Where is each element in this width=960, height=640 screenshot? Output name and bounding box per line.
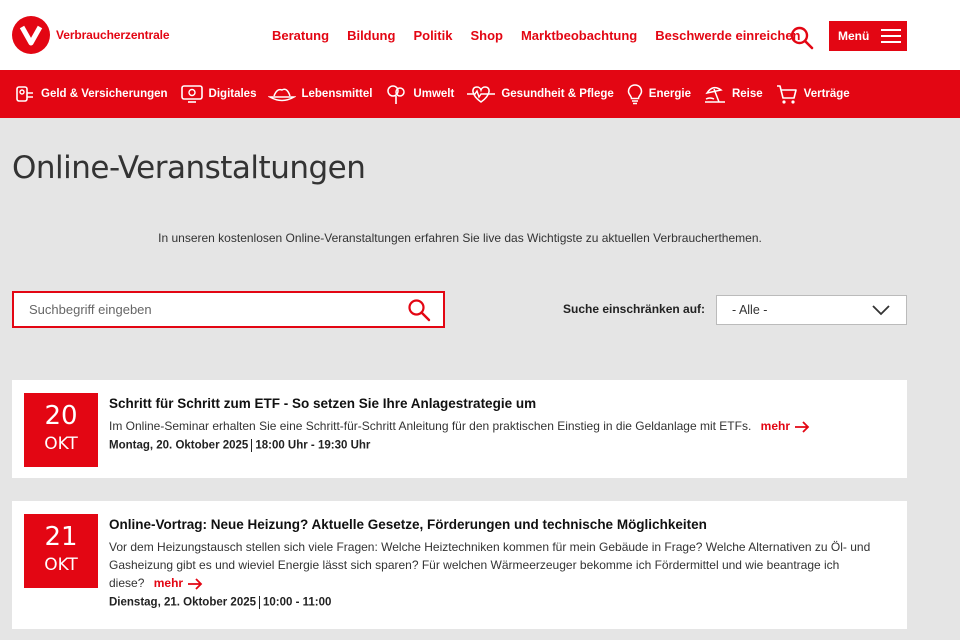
money-icon [14,84,36,104]
category-digitales[interactable] [180,84,257,104]
top-navigation [272,28,819,43]
event-datetime [109,596,877,609]
nav-bildung[interactable]: Bildung [347,28,396,43]
category-label: Reise [731,88,763,100]
event-time: 10:00 - 11:00 [263,596,332,609]
filter-label: Suche einschränken auf: [563,302,706,316]
event-date: Dienstag, 21. Oktober 2025 [109,596,257,609]
beach-icon [703,83,727,105]
event-time: 18:00 Uhr - 19:30 Uhr [255,439,371,452]
page-title: Online-Veranstaltungen [12,150,366,186]
hamburger-icon [881,29,901,43]
event-day: 21 [44,522,78,552]
filter-select[interactable] [716,295,907,325]
event-description [109,538,877,592]
event-month: OKT [44,555,78,575]
logo-mark-icon [12,16,50,54]
arrow-right-icon [794,421,810,433]
event-date-badge [24,393,98,467]
event-datetime [109,439,877,452]
page-intro: In unseren kostenlosen Online-Veranstaltungen erfahren Sie live das Wichtigste zu aktuellen Verbraucherthemen. [158,231,762,245]
category-energie[interactable] [626,83,691,105]
more-label: mehr [153,576,184,590]
brand-name: Verbraucherzentrale [56,28,170,42]
event-description [109,417,877,435]
category-lebensmittel[interactable] [268,84,372,104]
tree-icon [384,83,408,105]
event-date: Montag, 20. Oktober 2025 [109,439,249,452]
cart-icon [775,83,799,105]
category-umwelt[interactable] [384,83,454,105]
separator [251,439,252,452]
event-title[interactable]: Schritt für Schritt zum ETF - So setzen Sie Ihre Anlagestrategie um [109,396,537,411]
category-bar [0,70,960,118]
menu-label: Menü [838,29,870,43]
category-label: Geld & Versicherungen [41,88,168,100]
event-content [109,517,877,609]
menu-button[interactable] [829,21,907,51]
site-header [0,0,960,70]
category-gesundheit[interactable] [466,84,613,104]
event-card [12,501,907,629]
lightbulb-icon [626,83,644,105]
category-vertraege[interactable] [775,83,850,105]
brand-logo[interactable] [12,16,170,54]
heart-icon [466,84,496,104]
category-label: Gesundheit & Pflege [501,88,614,100]
nav-shop[interactable]: Shop [470,28,503,43]
event-month: OKT [44,434,78,454]
event-card [12,380,907,478]
event-description-text: Vor dem Heizungstausch stellen sich viele Fragen: Welche Heiztechniken kommen für mein Gebäude in Frage? Welche Alternativen zu Öl- und Gasheizung gibt es und wieviel Energie lässt sich sparen? Für welchen Wärmeerzeuger bekomme ich Fördermittel und wie beantrage ich diese? [109,540,871,590]
more-link[interactable] [761,419,810,433]
nav-politik[interactable]: Politik [413,28,453,43]
category-label: Lebensmittel [301,88,373,100]
separator [259,596,260,609]
search-input[interactable] [14,293,384,326]
category-label: Verträge [803,88,850,100]
category-geld[interactable] [14,84,168,104]
category-label: Digitales [208,88,257,100]
nav-beschwerde[interactable]: Beschwerde einreichen [655,28,801,43]
category-label: Energie [648,88,691,100]
filter-selected-value: - Alle - [732,303,768,317]
category-label: Umwelt [413,88,455,100]
more-link[interactable] [154,576,203,590]
search-icon[interactable] [407,298,431,322]
nav-marktbeobachtung[interactable]: Marktbeobachtung [520,28,638,43]
header-search-icon[interactable] [789,25,815,51]
event-search [12,291,445,328]
chevron-down-icon [872,303,890,317]
event-day: 20 [44,401,78,431]
arrow-right-icon [187,578,203,590]
event-content [109,396,877,452]
more-label: mehr [760,419,790,433]
food-icon [268,84,296,104]
digital-icon [180,84,204,104]
event-date-badge [24,514,98,588]
category-reise[interactable] [703,83,763,105]
nav-beratung[interactable]: Beratung [272,28,330,43]
event-description-text: Im Online-Seminar erhalten Sie eine Schritt-für-Schritt Anleitung für den praktischen Einstieg in die Geldanlage mit ETFs. [109,419,752,433]
event-title[interactable]: Online-Vortrag: Neue Heizung? Aktuelle Gesetze, Förderungen und technische Möglichkeiten [109,517,707,532]
